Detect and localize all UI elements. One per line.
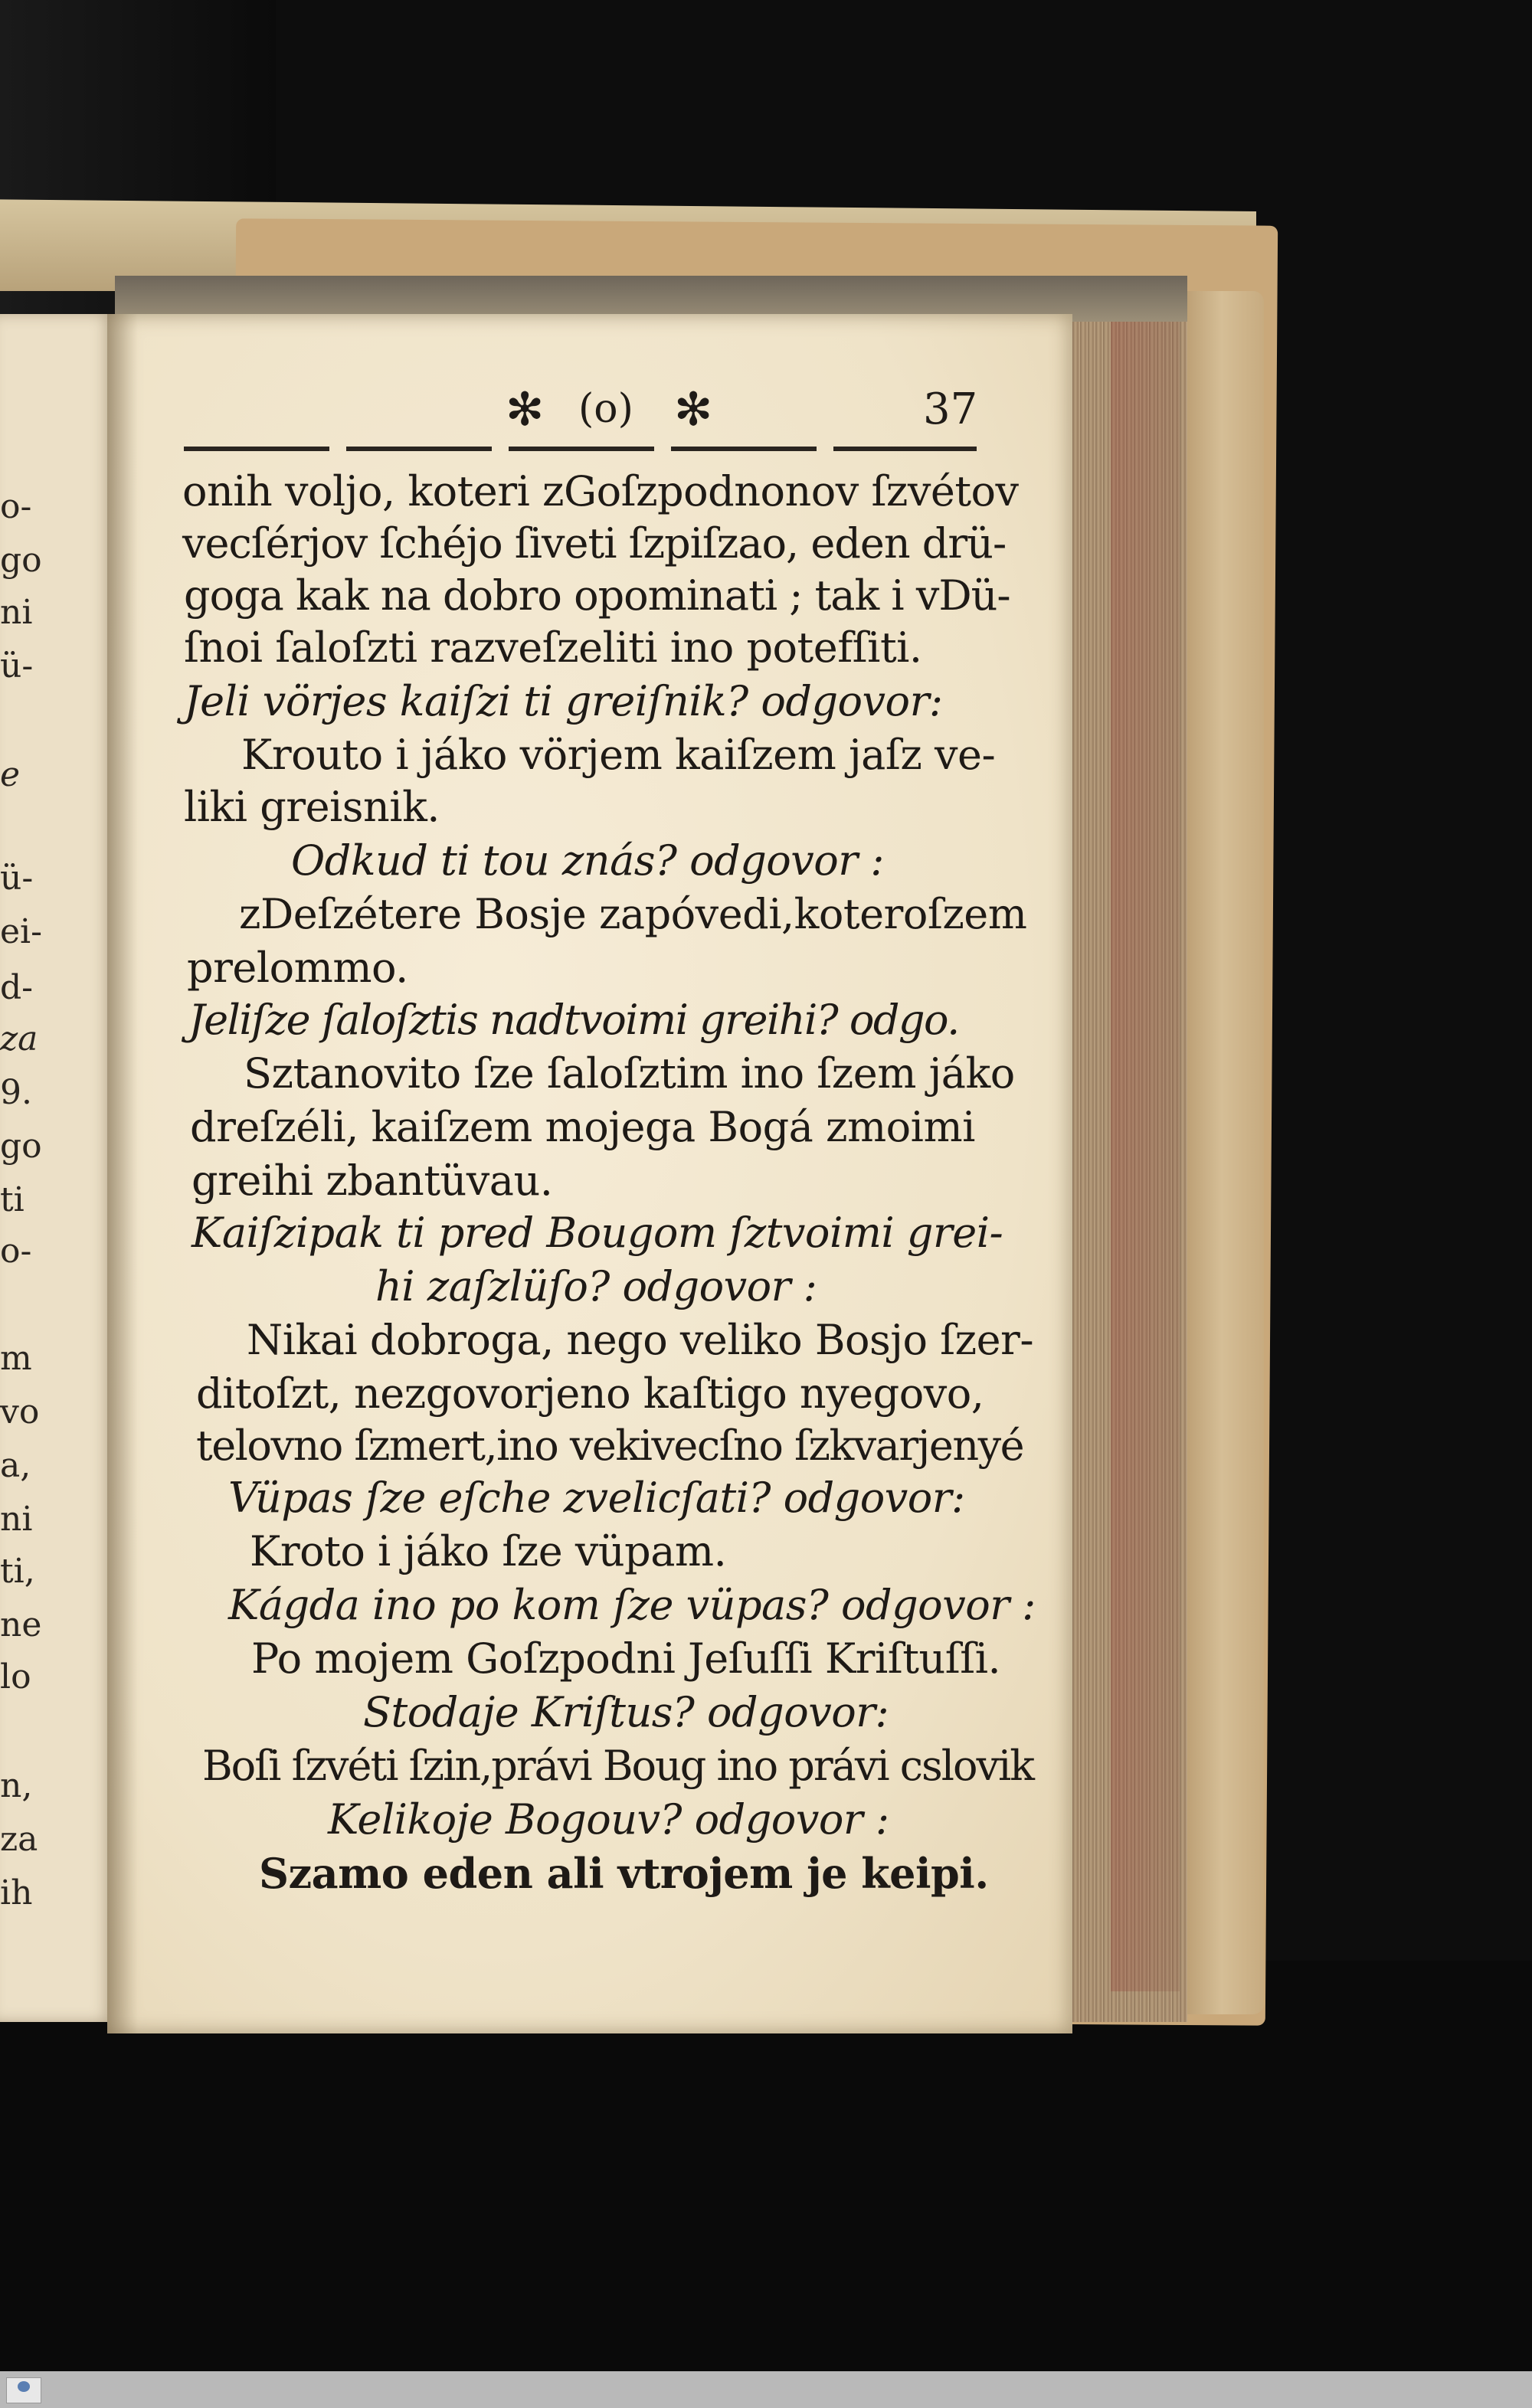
fragment: ü- — [0, 646, 34, 685]
ornament-icon: ✻ — [506, 383, 545, 437]
book-cover-right — [1180, 291, 1264, 2014]
text-line: Nikai dobroga, nego veliko Bosjo ſzer- — [247, 1316, 1034, 1364]
text-line: greihi zbantüvau. — [192, 1157, 553, 1205]
header-rule — [184, 447, 977, 451]
question-line: Jeliſze ſaloſztis nadtvoimi greihi? odgo. — [188, 996, 959, 1044]
fragment: za — [0, 1820, 38, 1859]
library-logo-icon — [6, 2377, 41, 2403]
question-line: Kelikoje Bogouv? odgovor : — [328, 1795, 889, 1844]
text-line: Sztanovito ſze ſaloſztim ino ſzem jáko — [244, 1049, 1015, 1098]
fragment: o- — [0, 1232, 32, 1271]
fragment: ni — [0, 593, 33, 632]
fragment: n, — [0, 1766, 33, 1805]
text-line: vecſérjov ſchéjo ſiveti ſzpiſzao, eden drü- — [182, 519, 1007, 568]
question-line: Vüpas ſze eſche zvelicſati? odgovor: — [228, 1474, 965, 1522]
fragment: za — [0, 1019, 38, 1058]
question-line: Odkud ti tou znás? odgovor : — [291, 836, 884, 885]
question-line: Kaiſzipak ti pred Bougom ſztvoimi grei- — [192, 1209, 1003, 1257]
text-line: Szamo eden ali vtrojem je keipi. — [259, 1849, 989, 1898]
fragment: go — [0, 1127, 42, 1166]
fragment: ih — [0, 1873, 33, 1912]
fragment: ni — [0, 1500, 33, 1539]
text-line: prelommo. — [187, 944, 408, 992]
fragment: ti — [0, 1180, 25, 1219]
question-line: Kágda ino po kom ſze vüpas? odgovor : — [228, 1581, 1036, 1629]
text-line: Boſi ſzvéti ſzin,právi Boug ino právi cslovik — [202, 1742, 1034, 1790]
fragment: ei- — [0, 912, 42, 951]
text-line: Kroto i jáko ſze vüpam. — [250, 1527, 727, 1575]
ornament-icon: ✻ — [674, 383, 713, 437]
text-line: onih voljo, koteri zGoſzpodnonov ſzvétov — [182, 467, 1019, 515]
page-fore-edge-tint — [1111, 306, 1180, 1991]
text-line: liki greisnik. — [184, 783, 440, 831]
page-header — [506, 383, 980, 437]
fragment: go — [0, 541, 42, 580]
page-gutter-shadow — [107, 314, 138, 2033]
fragment: d- — [0, 968, 34, 1007]
text-line: goga kak na dobro opominati ; tak i vDü- — [184, 571, 1010, 620]
text-line: dreſzéli, kaiſzem mojega Bogá zmoimi — [190, 1103, 975, 1151]
fragment: m — [0, 1339, 32, 1378]
fragment: ü- — [0, 859, 34, 898]
header-mark: (o) — [578, 386, 633, 432]
text-line: zDeſzétere Bosje zapóvedi,koteroſzem — [239, 890, 1027, 938]
fragment: lo — [0, 1657, 31, 1696]
fragment: ti, — [0, 1552, 35, 1591]
fragment: a, — [0, 1446, 31, 1485]
page-number: 37 — [923, 384, 978, 434]
fragment: ne — [0, 1605, 42, 1644]
text-line: ditoſzt, nezgovorjeno kaſtigo nyegovo, — [196, 1369, 984, 1418]
viewer-footer-bar — [0, 2371, 1532, 2408]
fragment: 9. — [0, 1073, 32, 1112]
text-line: Krouto i jáko vörjem kaiſzem jaſz ve- — [241, 731, 996, 779]
question-line: hi zaſzlüſo? odgovor : — [375, 1262, 817, 1310]
fragment: vo — [0, 1392, 40, 1431]
question-line: Jeli vörjes kaiſzi ti greiſnik? odgovor: — [184, 677, 943, 725]
fragment: e — [0, 755, 21, 794]
text-line: Po mojem Goſzpodni Jeſuſſi Kriſtuſſi. — [251, 1634, 1001, 1683]
text-line: ſnoi ſaloſzti razveſzeliti ino potefſiti. — [184, 623, 922, 672]
question-line: Stodaje Kriſtus? odgovor: — [363, 1688, 889, 1736]
text-line: telovno ſzmert,ino vekivecſno ſzkvarjenyé — [196, 1422, 1024, 1470]
fragment: o- — [0, 487, 32, 526]
